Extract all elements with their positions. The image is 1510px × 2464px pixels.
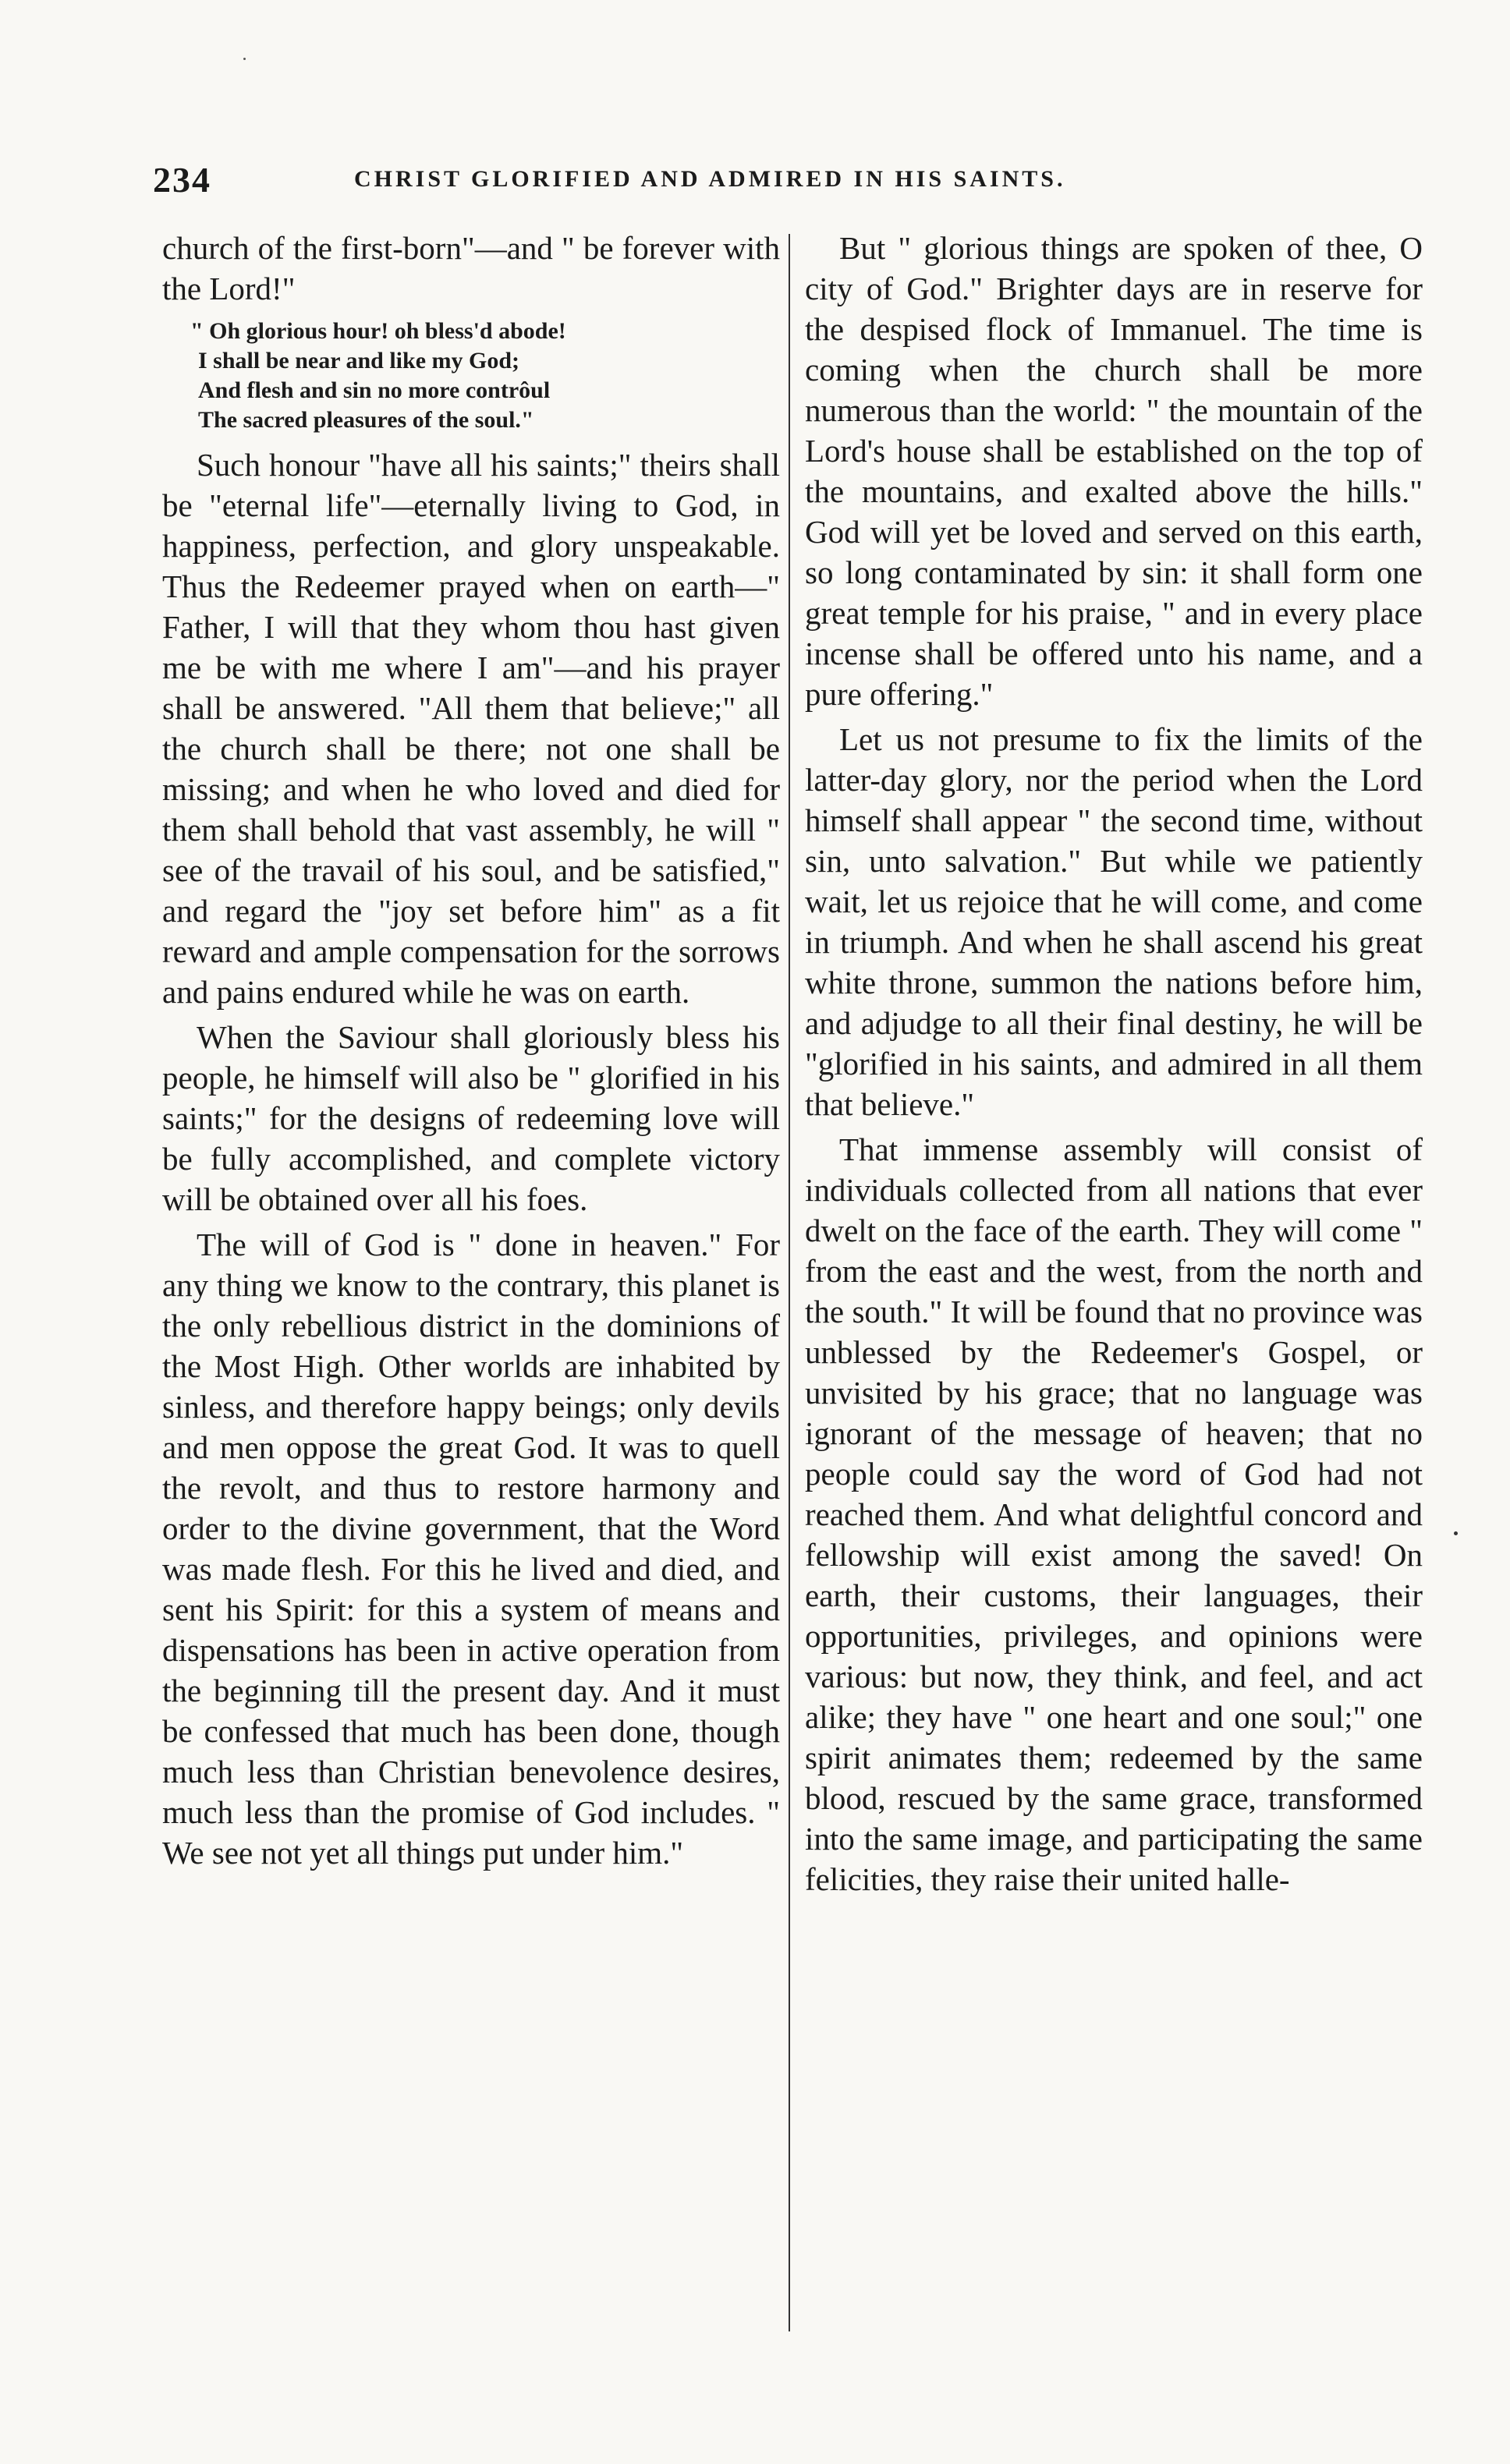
paragraph: Let us not presume to fix the limits of the latter-day glory, nor the period when the Lord himself shall appear " the second time, without sin, unto salvation." But while we patiently wait, let us rejoice that he will come, and come in triumph. And when he shall ascend his great white throne, summon the nations before him, and adjudge to all their final destiny, he will be "glorified in his saints, and admired in all them that believe." <box>805 721 1423 1122</box>
left-column <box>162 228 780 1873</box>
paragraph: Such honour "have all his saints;" theirs shall be "eternal life"—eternally living to God, in happiness, perfection, and glory unspeakable. Thus the Redeemer prayed when on earth—" Father, I will that they whom thou hast given me be with me where I am"—and his prayer shall be answered. "All them that believe;" all the church shall be there; not one shall be missing; and when he who loved and died for them shall behold that vast assembly, he will " see of the travail of his soul, and be satisfied," and regard the "joy set before him" as a fit reward and ample compensation for the sorrows and pains endured while he was on earth. <box>162 447 780 1010</box>
speck-mark <box>243 58 246 60</box>
paragraph: That immense assembly will consist of individuals collected from all nations that ever dwelt on the face of the earth. They will come " from the east and the west, from the north and the south." It will be found that no province was unblessed by the Redeemer's Gospel, or unvisited by his grace; that no language was ignorant of the message of heaven; that no people could say the word of God had not reached them. And what delightful concord and fellowship will exist among the saved! On earth, their customs, their languages, their opportunities, privileges, and opinions were various: but now, they think, and feel, and act alike; they have " one heart and one soul;" one spirit animates them; redeemed by the same blood, rescued by the same grace, transformed into the same image, and participating the same felicities, they raise their united halle- <box>805 1131 1423 1897</box>
paragraph: church of the first-born"—and " be forever with the Lord!" <box>162 230 780 306</box>
margin-mark <box>1454 1531 1458 1535</box>
page-number: 234 <box>153 160 211 200</box>
verse-line: The sacred pleasures of the soul." <box>198 407 534 433</box>
paragraph: But " glorious things are spoken of thee, O city of God." Brighter days are in reserve for the despised flock of Immanuel. The time is coming when the church shall be more numerous than the world: " the mountain of the Lord's house shall be established on the top of the mountains, and exalted above the hills." God will yet be loved and served on this earth, so long contaminated by sin: it shall form one great temple for his praise, " and in every place incense shall be offered unto his name, and a pure offering." <box>805 230 1423 712</box>
verse-line: " Oh glorious hour! oh bless'd abode! <box>190 318 566 344</box>
paragraph: When the Saviour shall gloriously bless his people, he himself will also be " glorified in his saints;" for the designs of redeeming love will be fully accomplished, and complete victory will be obtained over all his foes. <box>162 1019 780 1217</box>
column-divider <box>789 234 790 2331</box>
right-column <box>805 228 1423 1899</box>
verse-quotation <box>190 317 780 435</box>
paragraph: The will of God is " done in heaven." For any thing we know to the contrary, this planet is the only rebellious district in the dominions of the Most High. Other worlds are inhabited by sinless, and therefore happy beings; only devils and men oppose the great God. It was to quell the revolt, and thus to restore harmony and order to the divine government, that the Word was made flesh. For this he lived and died, and sent his Spirit: for this a system of means and dispensations has been in active operation from the beginning till the present day. And it must be confessed that much has been done, though much less than Christian benevolence desires, much less than the promise of God includes. " We see not yet all things put under him." <box>162 1227 780 1871</box>
running-head <box>153 159 1362 206</box>
running-title: CHRIST GLORIFIED AND ADMIRED IN HIS SAINTS. <box>354 166 1066 192</box>
verse-line: And flesh and sin no more contrôul <box>198 377 551 403</box>
verse-line: I shall be near and like my God; <box>198 348 520 373</box>
